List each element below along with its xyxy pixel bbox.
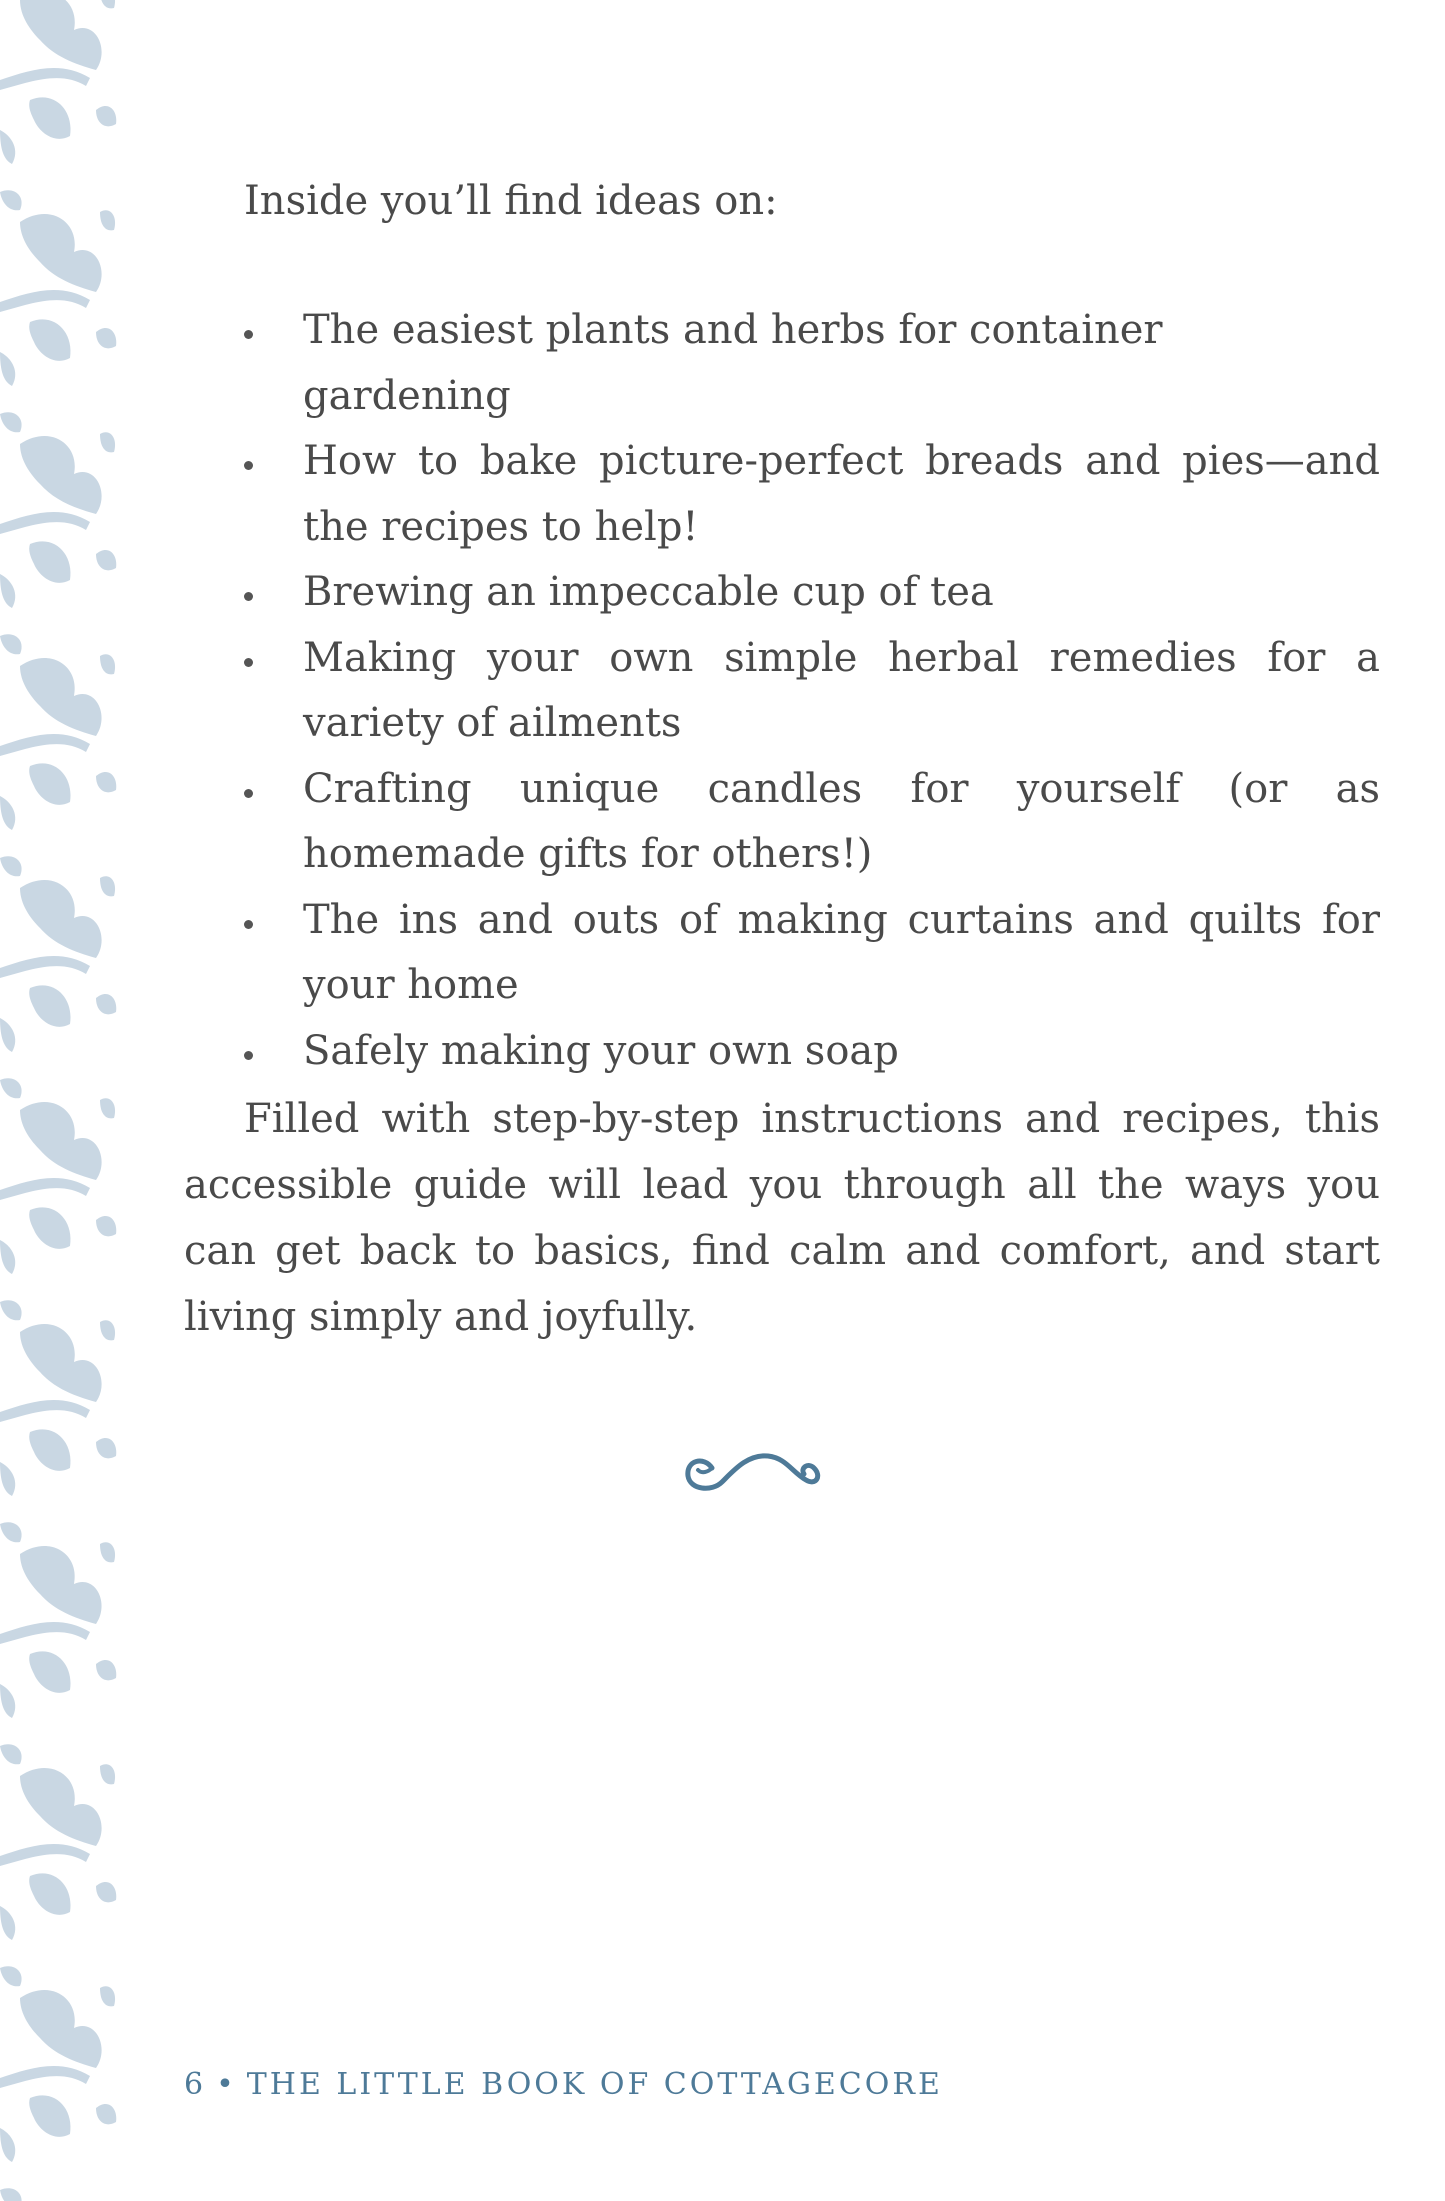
leaf-shape	[0, 1966, 22, 1986]
leaf-shape	[0, 68, 90, 90]
leaf-shape	[100, 876, 115, 896]
leaf-shape	[0, 1622, 90, 1644]
leaf-shape	[20, 1768, 102, 1846]
swirl-ornament-icon	[682, 1446, 824, 1498]
leaf-shape	[0, 1522, 22, 1542]
leaf-shape	[20, 214, 102, 292]
leaf-shape	[96, 994, 116, 1014]
leaf-shape	[0, 956, 90, 978]
leaf-shape	[0, 1684, 15, 1718]
leaf-shape	[0, 1462, 15, 1496]
leaf-shape	[29, 2095, 70, 2136]
leaf-shape	[100, 1542, 115, 1562]
leaf-shape	[0, 634, 22, 654]
leaf-shape	[96, 2104, 116, 2124]
leaf-shape	[20, 880, 102, 958]
leaf-shape	[96, 1216, 116, 1236]
leaf-shape	[96, 106, 116, 126]
leaf-shape	[0, 856, 22, 876]
leaf-shape	[0, 1400, 90, 1422]
leaf-shape	[100, 654, 115, 674]
leaf-shape	[29, 541, 70, 582]
leaf-shape	[100, 1986, 115, 2006]
leaf-shape	[0, 1240, 15, 1274]
leaf-shape	[0, 512, 90, 534]
leaf-shape	[0, 290, 90, 312]
leaf-shape	[100, 0, 115, 8]
closing-paragraph: Filled with step-by-step instructions and recipes, this accessible guide will lead you through all the ways you can get back to basics, find calm and comfort, and start living simply and joyfully.	[184, 1096, 1380, 1340]
leaf-shape	[100, 1764, 115, 1784]
page-number: 6	[184, 2067, 207, 2102]
leaf-shape	[96, 1882, 116, 1902]
leaf-shape	[29, 1207, 70, 1248]
leaf-shape	[0, 1078, 22, 1098]
leaf-shape	[29, 1429, 70, 1470]
leaf-shape	[20, 1990, 102, 2068]
list-item: How to bake picture-perfect breads and pies—and the recipes to help!	[238, 429, 1380, 560]
list-item: Safely making your own soap	[238, 1019, 1380, 1085]
footer-separator: •	[216, 2067, 237, 2102]
leaf-shape	[20, 1546, 102, 1624]
leaf-shape	[0, 2128, 15, 2162]
list-item: Crafting unique candles for yourself (or as homemade gifts for others!)	[238, 757, 1380, 888]
leaf-shape	[29, 1651, 70, 1692]
leaf-shape	[20, 1324, 102, 1402]
leaf-shape	[96, 1438, 116, 1458]
book-title: THE LITTLE BOOK OF COTTAGECORE	[246, 2067, 943, 2102]
leaf-shape	[20, 1102, 102, 1180]
page-footer	[184, 2067, 943, 2102]
leaf-shape	[0, 130, 15, 164]
leaf-shape	[29, 1873, 70, 1914]
leaf-shape	[96, 1660, 116, 1680]
list-item: Brewing an impeccable cup of tea	[238, 560, 1380, 626]
leaf-shape	[100, 1320, 115, 1340]
leaf-shape	[100, 1098, 115, 1118]
leaf-shape	[20, 436, 102, 514]
leaf-shape	[100, 210, 115, 230]
list-item: The easiest plants and herbs for container gardening	[238, 298, 1380, 429]
leaf-shape	[0, 734, 90, 756]
leaf-shape	[0, 1844, 90, 1866]
leaf-shape	[29, 985, 70, 1026]
leaf-shape	[20, 658, 102, 736]
leaf-shape	[0, 1018, 15, 1052]
list-item: Making your own simple herbal remedies for a variety of ailments	[238, 626, 1380, 757]
leaf-shape	[0, 1178, 90, 1200]
leaf-shape	[96, 328, 116, 348]
leaf-shape	[0, 2188, 22, 2201]
leaf-shape	[0, 190, 22, 210]
leaf-shape	[96, 550, 116, 570]
leaf-shape	[100, 432, 115, 452]
leaf-shape	[0, 1300, 22, 1320]
leaf-shape	[29, 763, 70, 804]
leaf-shape	[0, 412, 22, 432]
intro-text: Inside you’ll find ideas on:	[244, 178, 778, 224]
leaf-shape	[0, 2066, 90, 2088]
leaf-shape	[29, 97, 70, 138]
ideas-list	[238, 298, 1380, 1084]
leaf-shape	[0, 352, 15, 386]
leaf-border-pattern	[0, 0, 118, 2201]
leaf-shape	[96, 772, 116, 792]
list-item: The ins and outs of making curtains and quilts for your home	[238, 888, 1380, 1019]
leaf-shape	[0, 1906, 15, 1940]
leaf-shape	[0, 1744, 22, 1764]
leaf-shape	[0, 796, 15, 830]
leaf-shape	[20, 0, 102, 70]
leaf-shape	[0, 574, 15, 608]
leaf-shape	[29, 319, 70, 360]
